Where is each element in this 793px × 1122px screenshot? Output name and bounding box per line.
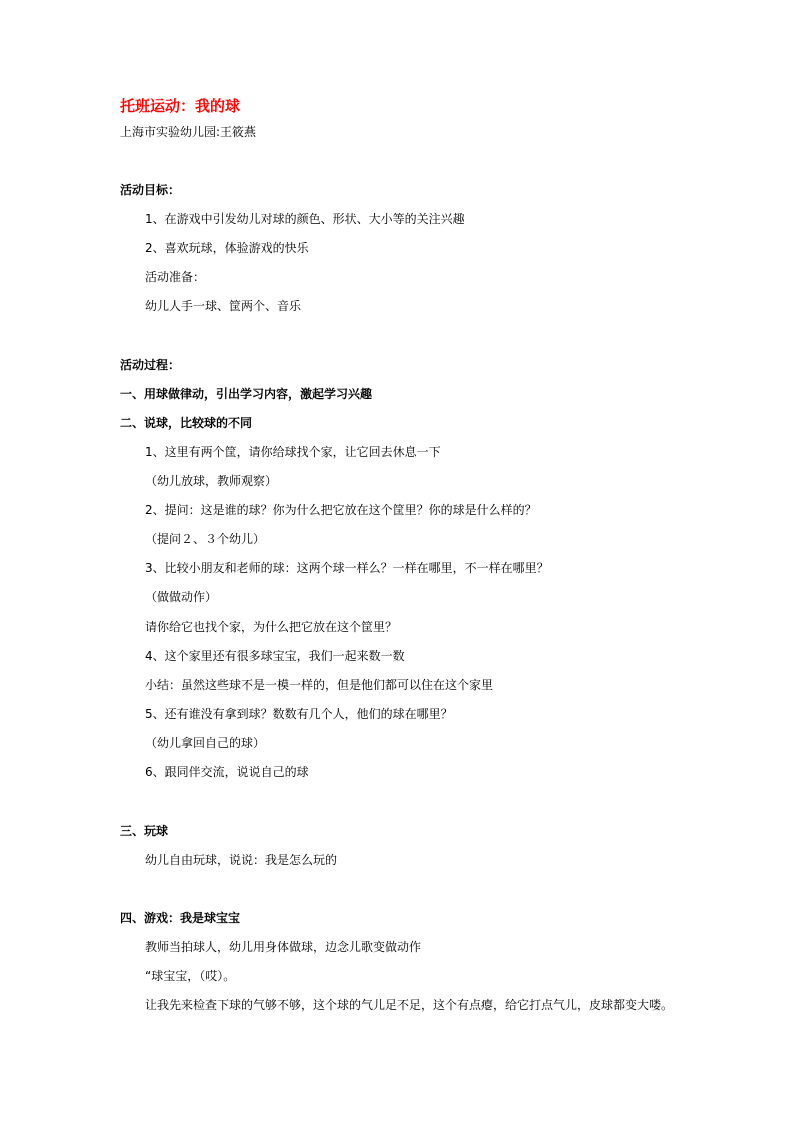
body-line: （幼儿拿回自己的球） <box>145 736 266 750</box>
body-line: 教师当拍球人，幼儿用身体做球，边念儿歌变做动作 <box>145 940 422 954</box>
body-line: 3、比较小朋友和老师的球：这两个球一样么？一样在哪里，不一样在哪里？ <box>145 561 549 575</box>
prep-heading: 活动准备： <box>145 270 206 284</box>
body-line: （做做动作） <box>145 590 218 604</box>
body-line: 6、跟同伴交流，说说自己的球 <box>145 765 309 779</box>
process-heading: 活动过程： <box>120 358 181 372</box>
body-line: 5、还有谁没有拿到球？数数有几个人，他们的球在哪里？ <box>145 707 453 721</box>
section-heading: 四、游戏：我是球宝宝 <box>120 911 241 925</box>
doc-title: 托班运动：我的球 <box>120 97 241 115</box>
body-line: 请你给它也找个家，为什么把它放在这个筐里？ <box>145 620 398 634</box>
author-line: 上海市实验幼儿园:王筱燕 <box>120 125 257 139</box>
goal-item: 1、在游戏中引发幼儿对球的颜色、形状、大小等的关注兴趣 <box>145 212 465 226</box>
body-line: 4、这个家里还有很多球宝宝，我们一起来数一数 <box>145 649 405 663</box>
body-line: （提问２、３个幼儿） <box>145 532 266 546</box>
body-line: 让我先来检查下球的气够不够，这个球的气儿足不足，这个有点瘪，给它打点气儿，皮球都变大喽。 <box>145 998 674 1012</box>
body-line: 2、提问：这是谁的球？你为什么把它放在这个筐里？你的球是什么样的？ <box>145 503 537 517</box>
body-line: （幼儿放球，教师观察） <box>145 474 278 488</box>
section-heading: 一、用球做律动，引出学习内容，激起学习兴趣 <box>120 387 373 401</box>
goals-heading: 活动目标： <box>120 183 181 197</box>
goal-item: 2、喜欢玩球，体验游戏的快乐 <box>145 241 309 255</box>
section-heading: 二、说球，比较球的不同 <box>120 416 253 430</box>
body-line: “球宝宝，（哎）。 <box>145 969 236 983</box>
body-line: 小结：虽然这些球不是一模一样的，但是他们都可以住在这个家里 <box>145 678 494 692</box>
body-line: 1、这里有两个筐，请你给球找个家，让它回去休息一下 <box>145 445 441 459</box>
section-heading: 三、玩球 <box>120 824 169 838</box>
body-line: 幼儿自由玩球，说说：我是怎么玩的 <box>145 853 338 867</box>
prep-text: 幼儿人手一球、筐两个、音乐 <box>145 299 302 313</box>
